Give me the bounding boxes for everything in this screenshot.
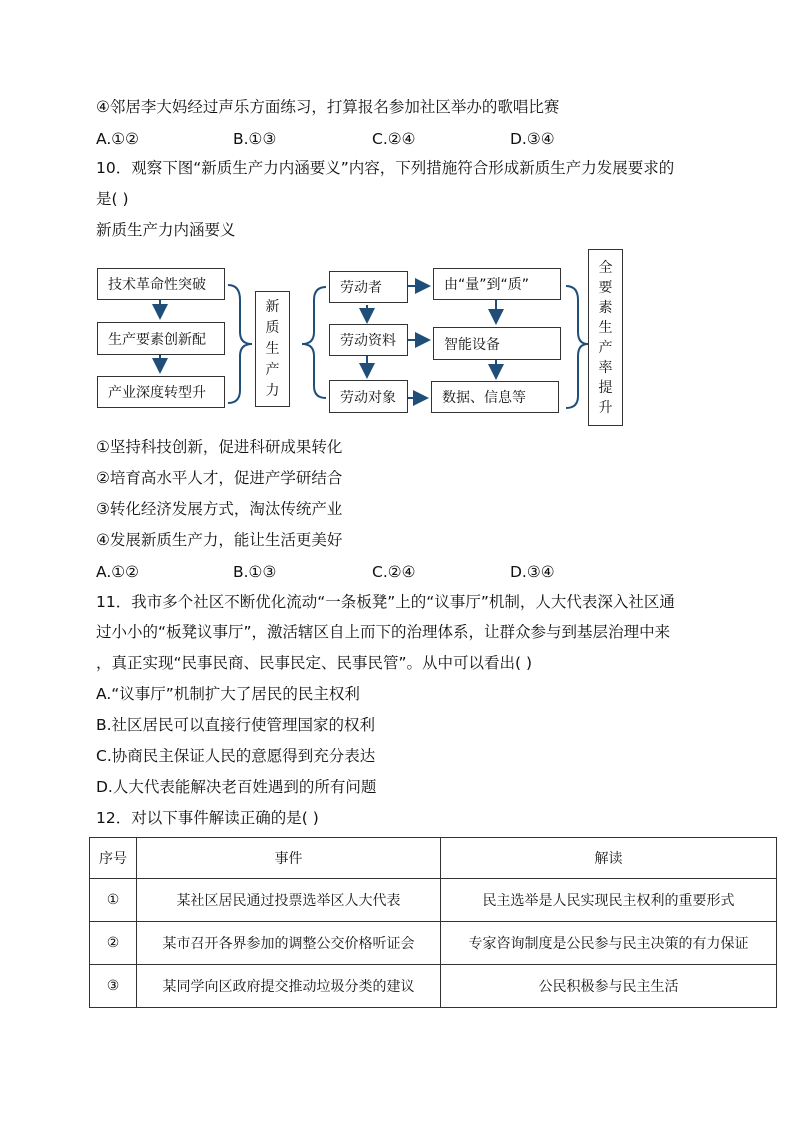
q11-option-a: A.“议事厅”机制扩大了居民的民主权利 — [96, 685, 360, 703]
center-char: 新 — [265, 298, 280, 315]
far-right-char: 提 — [598, 379, 613, 396]
box-tech-breakthrough: 技术革命性突破 — [97, 268, 225, 300]
q9-option-c: C.②④ — [372, 130, 416, 148]
q10-option-c: C.②④ — [372, 563, 416, 581]
q10-item-1: ①坚持科技创新，促进科研成果转化 — [96, 438, 343, 456]
q9-option-b: B.①③ — [233, 130, 277, 148]
box-means-of-labor: 劳动资料 — [329, 324, 408, 356]
q12-stem: 12．对以下事件解读正确的是( ) — [96, 809, 319, 827]
header-index: 序号 — [90, 838, 137, 879]
center-char: 产 — [265, 361, 280, 378]
far-right-char: 要 — [598, 279, 613, 296]
table-row — [90, 879, 777, 922]
row-event: 某社区居民通过投票选举区人大代表 — [137, 879, 441, 922]
q10-option-a: A.①② — [96, 563, 140, 581]
q9-option-a: A.①② — [96, 130, 140, 148]
q11-option-d: D.人大代表能解决老百姓遇到的所有问题 — [96, 778, 377, 796]
center-char: 质 — [265, 319, 280, 336]
box-industry-upgrade: 产业深度转型升 — [97, 376, 225, 408]
row-index: ① — [90, 879, 137, 922]
table-header-row — [90, 838, 777, 879]
q11-stem-line3: ，真正实现“民事民商、民事民定、民事民管”。从中可以看出( ) — [96, 654, 533, 672]
box-quantity-to-quality: 由“量”到“质” — [433, 268, 561, 300]
far-right-char: 产 — [598, 339, 613, 356]
row-interpretation: 民主选举是人民实现民主权利的重要形式 — [441, 879, 777, 922]
far-right-char: 生 — [598, 319, 613, 336]
header-event: 事件 — [137, 838, 441, 879]
q9-option-d: D.③④ — [510, 130, 555, 148]
table-row — [90, 965, 777, 1008]
box-objects-of-labor: 劳动对象 — [329, 380, 408, 413]
row-index: ② — [90, 922, 137, 965]
q11-stem-line2: 过小小的“板凳议事厅”，激活辖区自上而下的治理体系，让群众参与到基层治理中来 — [96, 623, 671, 641]
far-right-char: 素 — [598, 299, 613, 316]
far-right-char: 全 — [598, 259, 613, 276]
row-index: ③ — [90, 965, 137, 1008]
box-factor-allocation: 生产要素创新配 — [97, 322, 225, 355]
q9-item-4: ④邻居李大妈经过声乐方面练习，打算报名参加社区举办的歌唱比赛 — [96, 98, 560, 116]
q11-option-b: B.社区居民可以直接行使管理国家的权利 — [96, 716, 376, 734]
q10-diagram-title: 新质生产力内涵要义 — [96, 221, 236, 239]
row-interpretation: 公民积极参与民主生活 — [441, 965, 777, 1008]
box-smart-devices: 智能设备 — [433, 327, 561, 360]
row-event: 某市召开各界参加的调整公交价格听证会 — [137, 922, 441, 965]
center-char: 力 — [265, 382, 280, 399]
box-new-quality-productivity — [255, 291, 290, 407]
q10-stem-line2: 是( ) — [96, 190, 129, 208]
row-event: 某同学向区政府提交推动垃圾分类的建议 — [137, 965, 441, 1008]
far-right-char: 率 — [598, 359, 613, 376]
box-data-info: 数据、信息等 — [431, 381, 559, 413]
q10-item-2: ②培育高水平人才，促进产学研结合 — [96, 469, 343, 487]
table-row — [90, 922, 777, 965]
box-laborers: 劳动者 — [329, 271, 408, 303]
far-right-char: 升 — [598, 399, 613, 416]
q11-stem-line1: 11．我市多个社区不断优化流动“一条板凳”上的“议事厅”机制，人大代表深入社区通 — [96, 593, 675, 611]
q10-item-4: ④发展新质生产力，能让生活更美好 — [96, 531, 343, 549]
q10-item-3: ③转化经济发展方式，淘汰传统产业 — [96, 500, 343, 518]
center-char: 生 — [265, 340, 280, 357]
q10-option-b: B.①③ — [233, 563, 277, 581]
header-interpretation: 解读 — [441, 838, 777, 879]
row-interpretation: 专家咨询制度是公民参与民主决策的有力保证 — [441, 922, 777, 965]
q10-stem-line1: 10．观察下图“新质生产力内涵要义”内容，下列措施符合形成新质生产力发展要求的 — [96, 159, 675, 177]
box-total-factor-productivity — [588, 249, 623, 426]
q10-option-d: D.③④ — [510, 563, 555, 581]
events-table — [89, 837, 777, 1008]
q11-option-c: C.协商民主保证人民的意愿得到充分表达 — [96, 747, 376, 765]
